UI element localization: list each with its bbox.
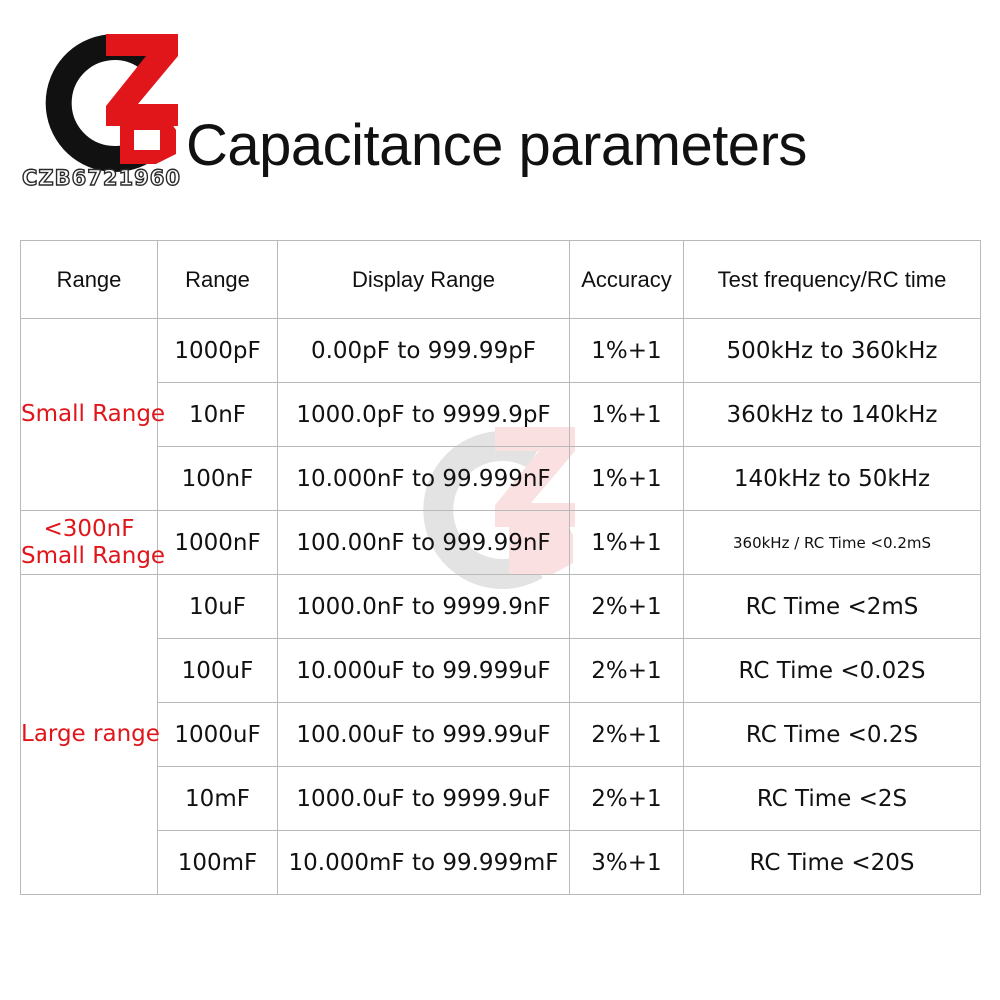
display-range-cell: 100.00nF to 999.99nF [278, 511, 570, 575]
table-row [21, 319, 981, 383]
display-range-cell: 1000.0uF to 9999.9uF [278, 767, 570, 831]
table-row [21, 831, 981, 895]
display-range-cell: 1000.0nF to 9999.9nF [278, 575, 570, 639]
table-row [21, 511, 981, 575]
accuracy-cell: 2%+1 [570, 767, 684, 831]
table-row [21, 447, 981, 511]
test-cell: RC Time <2S [684, 767, 981, 831]
group-label-line: Small Range [21, 401, 166, 427]
group-label-small-range [21, 319, 166, 511]
accuracy-cell: 1%+1 [570, 383, 684, 447]
display-range-cell: 10.000nF to 99.999nF [278, 447, 570, 511]
range-cell: 1000nF [158, 511, 278, 575]
table-row [21, 575, 981, 639]
page-title: Capacitance parameters [186, 113, 807, 178]
display-range-cell: 10.000uF to 99.999uF [278, 639, 570, 703]
group-label-large-range [21, 575, 158, 895]
capacitance-table [20, 240, 981, 895]
display-range-cell: 10.000mF to 99.999mF [278, 831, 570, 895]
test-cell: RC Time <2mS [684, 575, 981, 639]
header-test-frequency: Test frequency/RC time [684, 241, 981, 319]
display-range-cell: 100.00uF to 999.99uF [278, 703, 570, 767]
table-row [21, 703, 981, 767]
range-cell: 100mF [158, 831, 278, 895]
display-range-cell: 0.00pF to 999.99pF [278, 319, 570, 383]
accuracy-cell: 2%+1 [570, 639, 684, 703]
range-cell: 1000pF [158, 319, 278, 383]
range-cell: 100uF [158, 639, 278, 703]
logo-text: CZB6721960 [22, 166, 181, 190]
table-header-row [21, 241, 981, 319]
group-label-line: Large range [21, 721, 160, 747]
test-cell: RC Time <0.02S [684, 639, 981, 703]
accuracy-cell: 1%+1 [570, 447, 684, 511]
header-range: Range [158, 241, 278, 319]
group-label-line: <300nF [43, 515, 135, 542]
range-cell: 10mF [158, 767, 278, 831]
test-cell: 500kHz to 360kHz [684, 319, 981, 383]
accuracy-cell: 3%+1 [570, 831, 684, 895]
header-accuracy: Accuracy [570, 241, 684, 319]
test-cell: 360kHz / RC Time <0.2mS [684, 511, 981, 575]
accuracy-cell: 2%+1 [570, 575, 684, 639]
range-cell: 10uF [158, 575, 278, 639]
range-cell: 1000uF [158, 703, 278, 767]
range-cell: 100nF [158, 447, 278, 511]
accuracy-cell: 1%+1 [570, 511, 684, 575]
header-group-range: Range [21, 241, 158, 319]
header-display-range: Display Range [278, 241, 570, 319]
group-label-lt300nf [21, 511, 166, 575]
range-cell: 10nF [158, 383, 278, 447]
test-cell: RC Time <20S [684, 831, 981, 895]
test-cell: RC Time <0.2S [684, 703, 981, 767]
table-row [21, 767, 981, 831]
test-cell: 360kHz to 140kHz [684, 383, 981, 447]
table-row [21, 639, 981, 703]
accuracy-cell: 1%+1 [570, 319, 684, 383]
group-label-line: Small Range [21, 542, 166, 569]
accuracy-cell: 2%+1 [570, 703, 684, 767]
display-range-cell: 1000.0pF to 9999.9pF [278, 383, 570, 447]
test-cell: 140kHz to 50kHz [684, 447, 981, 511]
